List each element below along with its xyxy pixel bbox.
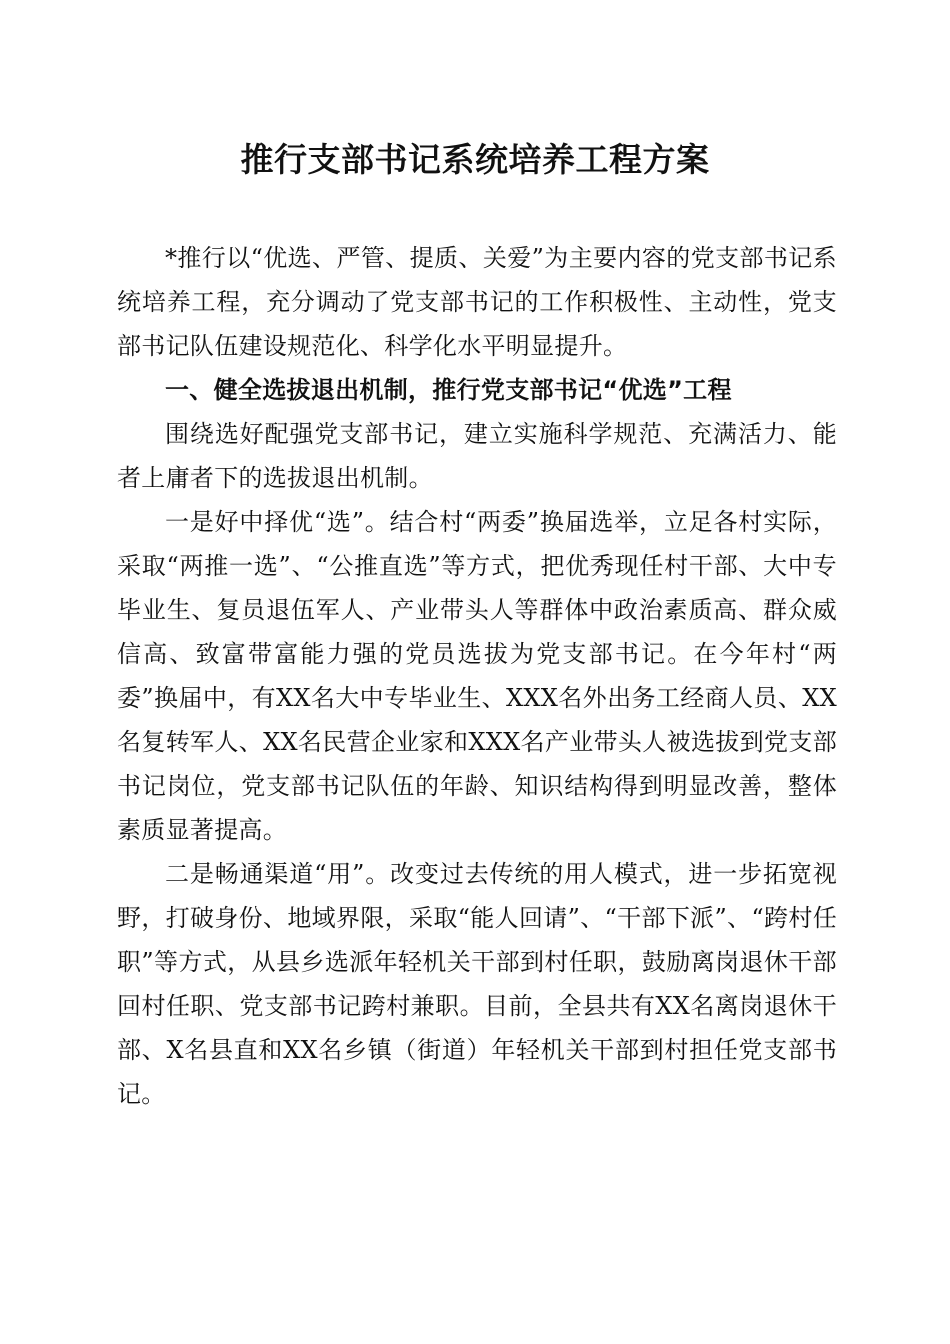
point-one-text: 结合村“两委”换届选举，立足各村实际，采取“两推一选”、“公推直选”等方式，把优秀现任村干部、大中专毕业生、复员退伍军人、产业带头人等群体中政治素质高、群众威信高、致富带富能力强的党员选拔为党支部书记。在今年村“两委”换届中，有XX名大中专毕业生、XXX名外出务工经商人员、XX名复转军人、XX名民营企业家和XXX名产业带头人被选拔到党支部书记岗位，党支部书记队伍的年龄、知识结构得到明显改善，整体素质显著提高。 <box>117 508 837 844</box>
document-body <box>117 236 837 1116</box>
point-one-lead: 一是好中择优“选”。 <box>165 508 390 536</box>
point-two-text: 改变过去传统的用人模式，进一步拓宽视野，打破身份、地域界限，采取“能人回请”、“干部下派”、“跨村任职”等方式，从县乡选派年轻机关干部到村任职，鼓励离岗退休干部回村任职、党支部书记跨村兼职。目前，全县共有XX名离岗退休干部、X名县直和XX名乡镇（街道）年轻机关干部到村担任党支部书记。 <box>117 860 837 1108</box>
point-one-paragraph <box>117 500 837 852</box>
point-two-paragraph <box>117 852 837 1116</box>
point-two-lead: 二是畅通渠道“用”。 <box>165 860 391 888</box>
section-heading: 一、健全选拔退出机制，推行党支部书记“优选”工程 <box>165 376 732 404</box>
intro-paragraph: *推行以“优选、严管、提质、关爱”为主要内容的党支部书记系统培养工程，充分调动了党支部书记的工作积极性、主动性，党支部书记队伍建设规范化、科学化水平明显提升。 <box>117 244 837 360</box>
page-title: 推行支部书记系统培养工程方案 <box>240 140 710 179</box>
section-summary: 围绕选好配强党支部书记，建立实施科学规范、充满活力、能者上庸者下的选拔退出机制。 <box>117 420 837 492</box>
